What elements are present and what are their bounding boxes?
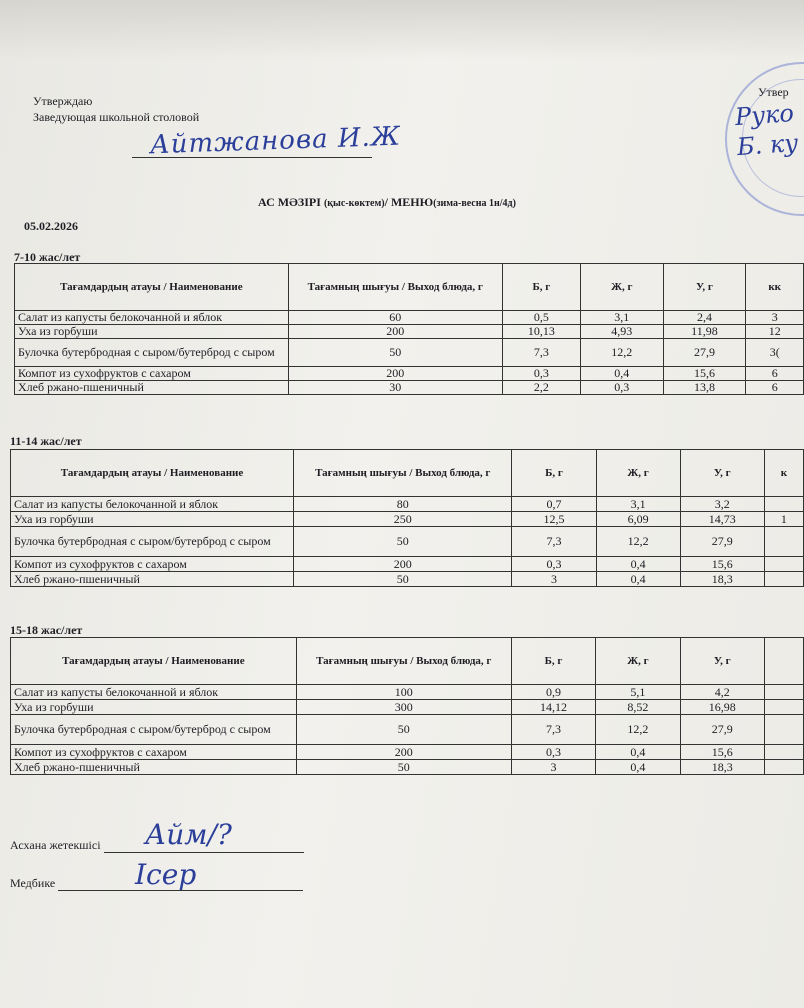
dish-kcal: 1	[764, 512, 803, 527]
dish-fat: 3,1	[580, 311, 663, 325]
head-cook-signature-line	[104, 852, 304, 853]
dish-carbs: 16,98	[680, 700, 764, 715]
dish-kcal	[764, 700, 803, 715]
dish-output: 50	[294, 527, 512, 557]
dish-carbs: 13,8	[663, 381, 746, 395]
dish-fat: 12,2	[596, 527, 680, 557]
dish-kcal	[764, 685, 803, 700]
dish-fat: 6,09	[596, 512, 680, 527]
menu-date: 05.02.2026	[24, 219, 78, 233]
dish-name: Булочка бутербродная с сыром/бутерброд с сыром	[11, 527, 294, 557]
title-menu: / МЕНЮ	[384, 195, 434, 209]
dish-name: Уха из горбуши	[11, 700, 297, 715]
dish-kcal: 6	[746, 367, 804, 381]
menu-table	[14, 263, 804, 395]
dish-fat: 0,4	[596, 557, 680, 572]
title-season-ru: (зима-весна 1н/4д)	[433, 198, 516, 209]
dish-fat: 0,4	[596, 572, 680, 587]
dish-output: 250	[294, 512, 512, 527]
dish-name: Салат из капусты белокочанной и яблок	[15, 311, 289, 325]
dish-kcal: 12	[746, 325, 804, 339]
dish-kcal	[764, 760, 803, 775]
header-carbs: У, г	[663, 264, 746, 311]
header-fat: Ж, г	[596, 450, 680, 497]
dish-name: Компот из сухофруктов с сахаром	[15, 367, 289, 381]
dish-name: Компот из сухофруктов с сахаром	[11, 745, 297, 760]
dish-protein: 0,3	[511, 745, 595, 760]
table-row	[11, 715, 804, 745]
dish-kcal	[764, 527, 803, 557]
dish-protein: 10,13	[502, 325, 580, 339]
table-row	[15, 367, 804, 381]
dish-name: Уха из горбуши	[15, 325, 289, 339]
dish-fat: 5,1	[596, 685, 680, 700]
title-main: АС МӘЗІРІ	[258, 195, 321, 209]
dish-output: 200	[288, 367, 502, 381]
dish-fat: 0,4	[596, 760, 680, 775]
header-protein: Б, г	[512, 450, 596, 497]
table-header-row	[11, 450, 804, 497]
dish-kcal: 3(	[746, 339, 804, 367]
dish-protein: 3	[512, 572, 596, 587]
dish-fat: 3,1	[596, 497, 680, 512]
table-row	[15, 325, 804, 339]
dish-output: 200	[288, 325, 502, 339]
table-row	[11, 557, 804, 572]
dish-protein: 7,3	[511, 715, 595, 745]
menu-table	[10, 449, 804, 587]
dish-fat: 12,2	[596, 715, 680, 745]
dish-protein: 12,5	[512, 512, 596, 527]
dish-output: 200	[294, 557, 512, 572]
dish-name: Булочка бутербродная с сыром/бутерброд с сыром	[15, 339, 289, 367]
table-row	[11, 745, 804, 760]
document-title	[258, 195, 516, 210]
age-group-label: 11-14 жас/лет	[10, 434, 82, 448]
dish-carbs: 27,9	[663, 339, 746, 367]
dish-name: Компот из сухофруктов с сахаром	[11, 557, 294, 572]
dish-protein: 0,5	[502, 311, 580, 325]
dish-name: Хлеб ржано-пшеничный	[15, 381, 289, 395]
dish-output: 80	[294, 497, 512, 512]
dish-protein: 7,3	[502, 339, 580, 367]
dish-carbs: 3,2	[680, 497, 764, 512]
dish-kcal	[764, 572, 803, 587]
header-protein: Б, г	[511, 638, 595, 685]
dish-output: 50	[296, 760, 511, 775]
approval-right-signature-line1: Руко	[734, 99, 795, 132]
header-kcal	[764, 638, 803, 685]
dish-name: Булочка бутербродная с сыром/бутерброд с сыром	[11, 715, 297, 745]
dish-carbs: 11,98	[663, 325, 746, 339]
dish-output: 300	[296, 700, 511, 715]
table-header-row	[15, 264, 804, 311]
dish-fat: 0,3	[580, 381, 663, 395]
table-row	[11, 512, 804, 527]
approval-left	[33, 93, 199, 125]
head-cook-signature: Айм/?	[145, 818, 232, 851]
header-output: Тағамның шығуы / Выход блюда, г	[294, 450, 512, 497]
dish-protein: 0,3	[512, 557, 596, 572]
header-carbs: У, г	[680, 450, 764, 497]
dish-carbs: 14,73	[680, 512, 764, 527]
table-row	[11, 497, 804, 512]
dish-carbs: 2,4	[663, 311, 746, 325]
header-output: Тағамның шығуы / Выход блюда, г	[288, 264, 502, 311]
dish-protein: 0,7	[512, 497, 596, 512]
table-row	[11, 760, 804, 775]
table-row	[11, 700, 804, 715]
approval-right-signature	[734, 98, 799, 162]
dish-name: Хлеб ржано-пшеничный	[11, 760, 297, 775]
dish-output: 30	[288, 381, 502, 395]
signature-line	[132, 157, 372, 158]
nurse-signature: Ісер	[135, 858, 197, 891]
dish-carbs: 4,2	[680, 685, 764, 700]
dish-kcal: 3	[746, 311, 804, 325]
dish-output: 50	[296, 715, 511, 745]
title-season-kz: (қыс-көктем)	[323, 198, 385, 209]
dish-protein: 2,2	[502, 381, 580, 395]
age-group-label: 15-18 жас/лет	[10, 623, 83, 637]
dish-kcal	[764, 497, 803, 512]
dish-fat: 0,4	[596, 745, 680, 760]
header-output: Тағамның шығуы / Выход блюда, г	[296, 638, 511, 685]
dish-fat: 8,52	[596, 700, 680, 715]
table-row	[15, 311, 804, 325]
dish-kcal: 6	[746, 381, 804, 395]
dish-protein: 3	[511, 760, 595, 775]
paper-shadow	[0, 0, 804, 60]
dish-carbs: 18,3	[680, 760, 764, 775]
menu-table	[10, 637, 804, 775]
dish-name: Уха из горбуши	[11, 512, 294, 527]
header-name: Тағамдардың атауы / Наименование	[11, 450, 294, 497]
dish-name: Хлеб ржано-пшеничный	[11, 572, 294, 587]
header-kcal: к	[764, 450, 803, 497]
dish-carbs: 15,6	[680, 745, 764, 760]
header-name: Тағамдардың атауы / Наименование	[15, 264, 289, 311]
dish-kcal	[764, 557, 803, 572]
dish-carbs: 18,3	[680, 572, 764, 587]
dish-protein: 14,12	[511, 700, 595, 715]
table-row	[15, 381, 804, 395]
approval-right-line1: Утвер	[758, 85, 789, 99]
dish-output: 50	[294, 572, 512, 587]
approval-left-line1: Утверждаю	[33, 94, 93, 108]
dish-carbs: 27,9	[680, 527, 764, 557]
header-name: Тағамдардың атауы / Наименование	[11, 638, 297, 685]
head-cook-label: Асхана жетекшісі	[10, 838, 101, 852]
dish-protein: 7,3	[512, 527, 596, 557]
dish-fat: 4,93	[580, 325, 663, 339]
dish-output: 100	[296, 685, 511, 700]
header-carbs: У, г	[680, 638, 764, 685]
dish-protein: 0,3	[502, 367, 580, 381]
dish-fat: 0,4	[580, 367, 663, 381]
dish-name: Салат из капусты белокочанной и яблок	[11, 685, 297, 700]
table-row	[15, 339, 804, 367]
nurse-label: Медбике	[10, 876, 56, 890]
dish-kcal	[764, 715, 803, 745]
header-fat: Ж, г	[596, 638, 680, 685]
dish-fat: 12,2	[580, 339, 663, 367]
dish-output: 60	[288, 311, 502, 325]
dish-kcal	[764, 745, 803, 760]
table-header-row	[11, 638, 804, 685]
age-group-label: 7-10 жас/лет	[14, 250, 81, 264]
approval-left-line2: Заведующая школьной столовой	[33, 110, 200, 124]
approval-signature: Айтжанова И.Ж	[149, 121, 402, 161]
dish-carbs: 15,6	[680, 557, 764, 572]
table-row	[11, 572, 804, 587]
dish-name: Салат из капусты белокочанной и яблок	[11, 497, 294, 512]
dish-protein: 0,9	[511, 685, 595, 700]
dish-carbs: 15,6	[663, 367, 746, 381]
dish-output: 50	[288, 339, 502, 367]
approval-right-signature-line2: Б. ку	[736, 128, 800, 162]
table-row	[11, 527, 804, 557]
dish-output: 200	[296, 745, 511, 760]
header-kcal: кк	[746, 264, 804, 311]
header-fat: Ж, г	[580, 264, 663, 311]
header-protein: Б, г	[502, 264, 580, 311]
table-row	[11, 685, 804, 700]
dish-carbs: 27,9	[680, 715, 764, 745]
